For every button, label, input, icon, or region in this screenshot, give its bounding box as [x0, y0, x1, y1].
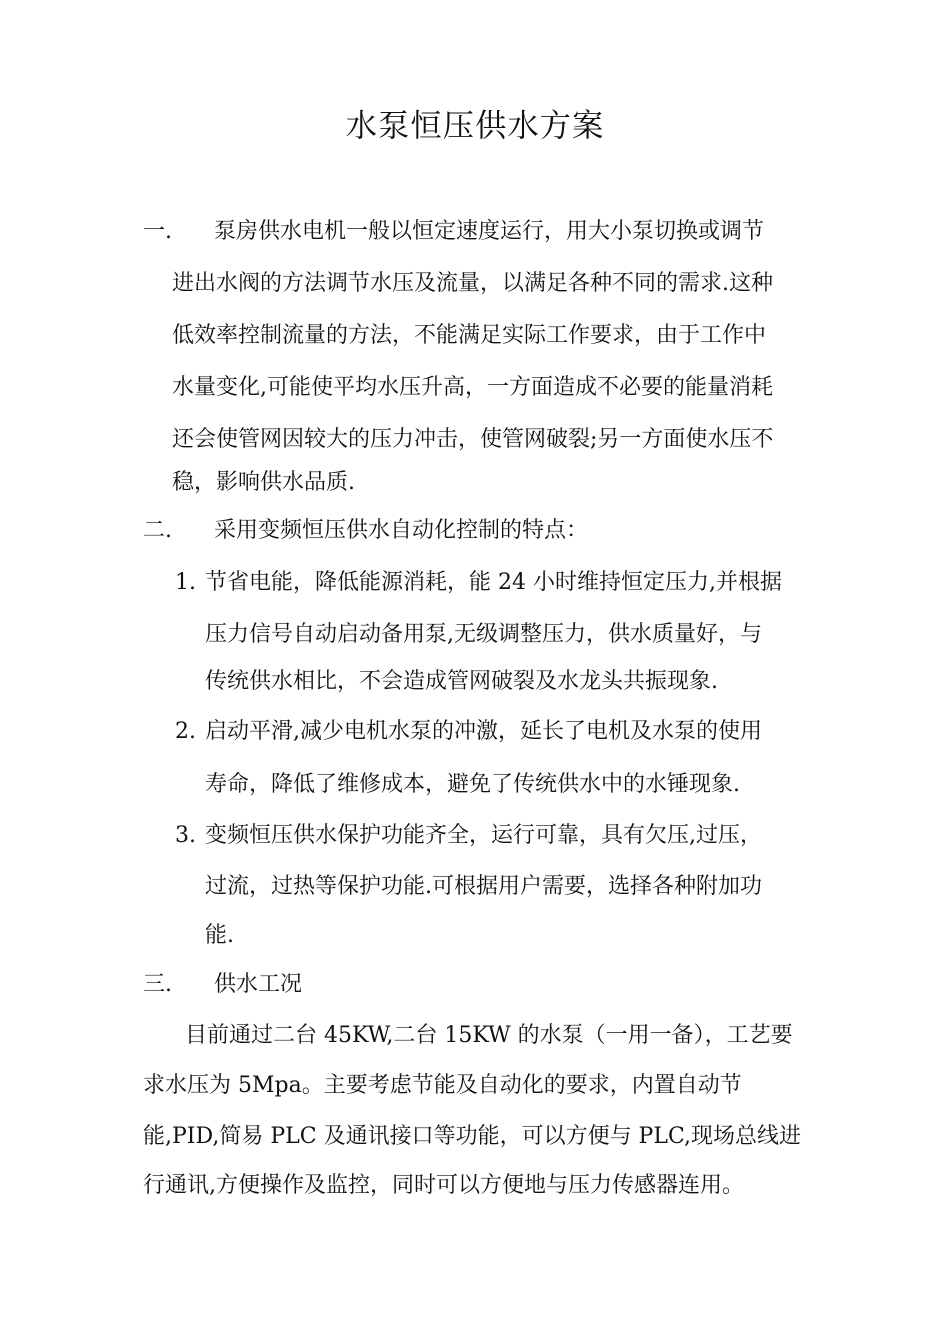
list-item-line: 压力信号自动启动备用泵,无级调整压力，供水质量好，与 [205, 622, 762, 647]
section-one-line: 低效率控制流量的方法，不能满足实际工作要求，由于工作中 [172, 323, 767, 348]
list-item-line: 过流，过热等保护功能.可根据用户需要，选择各种附加功 [205, 874, 762, 899]
section-three-heading: 供水工况 [214, 972, 303, 997]
paragraph-line: 目前通过二台 45KW,二台 15KW 的水泵（一用一备），工艺要 [185, 1023, 793, 1048]
list-item-line: 节省电能，降低能源消耗，能 24 小时维持恒定压力,并根据 [205, 570, 782, 595]
section-one-line: 还会使管网因较大的压力冲击，使管网破裂;另一方面使水压不 [172, 427, 774, 452]
section-one-line: 水量变化,可能使平均水压升高，一方面造成不必要的能量消耗 [172, 375, 773, 400]
section-two-heading: 采用变频恒压供水自动化控制的特点： [214, 518, 589, 543]
list-item-line: 启动平滑,减少电机水泵的冲激，延长了电机及水泵的使用 [205, 719, 762, 744]
section-two-marker: 二. [143, 518, 172, 543]
list-item-line: 能. [205, 923, 234, 948]
list-item-line: 传统供水相比，不会造成管网破裂及水龙头共振现象. [205, 669, 718, 694]
section-one-line: 稳，影响供水品质. [172, 470, 355, 495]
document-title: 水泵恒压供水方案 [345, 108, 605, 144]
list-item-marker: 2. [175, 719, 196, 744]
list-item-marker: 1. [175, 570, 196, 595]
section-three-marker: 三. [143, 972, 172, 997]
section-one-marker: 一. [143, 219, 172, 244]
paragraph-line: 能,PID,简易 PLC 及通讯接口等功能，可以方便与 PLC,现场总线进 [143, 1124, 802, 1149]
list-item-marker: 3. [175, 823, 196, 848]
section-one-line: 进出水阀的方法调节水压及流量，以满足各种不同的需求.这种 [172, 271, 773, 296]
paragraph-line: 行通讯,方便操作及监控，同时可以方便地与压力传感器连用。 [143, 1173, 744, 1198]
paragraph-line: 求水压为 5Mpa。主要考虑节能及自动化的要求，内置自动节 [143, 1073, 742, 1098]
list-item-line: 寿命，降低了维修成本，避免了传统供水中的水锤现象. [205, 772, 740, 797]
list-item-line: 变频恒压供水保护功能齐全，运行可靠，具有欠压,过压， [205, 823, 762, 848]
section-one-line: 泵房供水电机一般以恒定速度运行，用大小泵切换或调节 [214, 219, 765, 244]
